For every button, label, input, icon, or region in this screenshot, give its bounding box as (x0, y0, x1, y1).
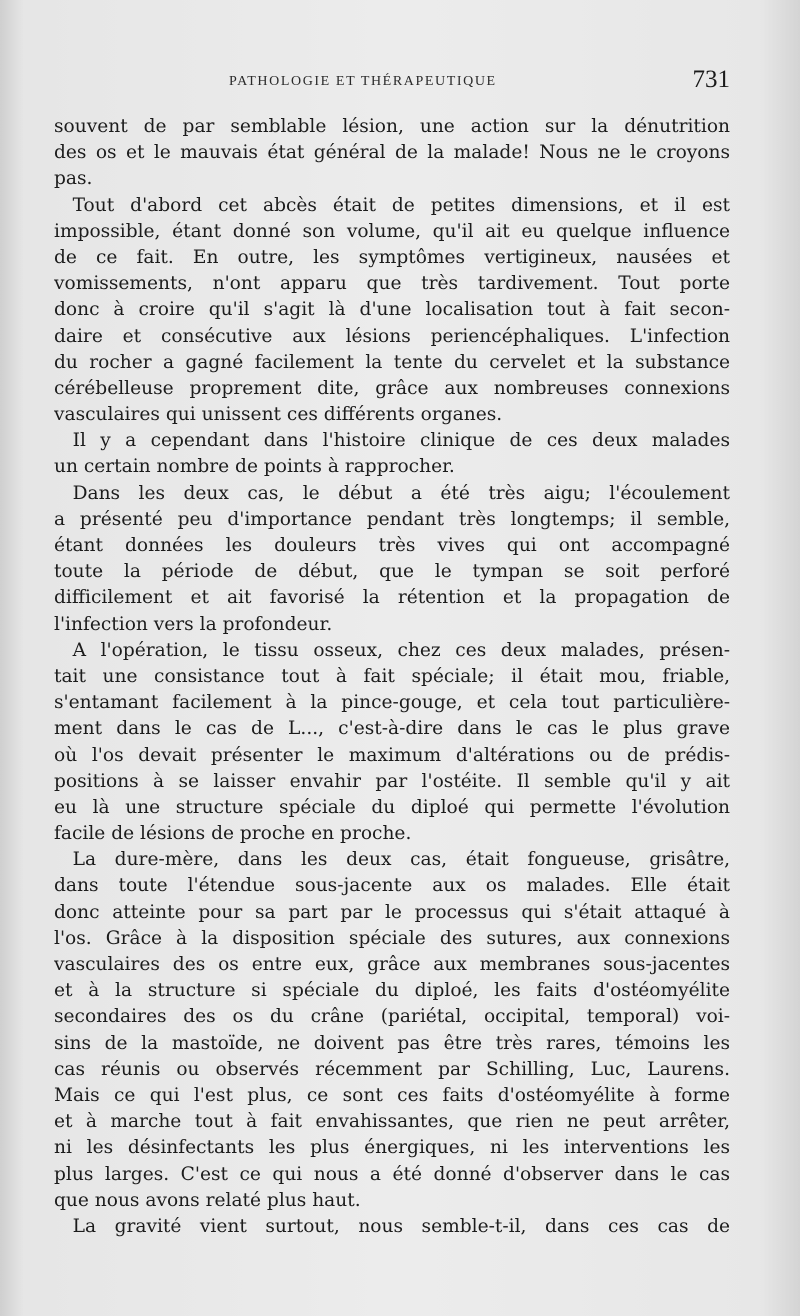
text-line: a présenté peu d'importance pendant très longtemps; il semble, (54, 508, 730, 530)
text-line: impossible, étant donné son volume, qu'il ait eu quelque influence (54, 220, 730, 242)
text-line: La gravité vient surtout, nous semble-t-il, dans ces cas de (54, 1215, 730, 1237)
text-line: des os et le mauvais état général de la malade! Nous ne le croyons (54, 142, 730, 164)
text-line: toute la période de début, que le tympan se soit perforé (54, 561, 730, 583)
text-line: cas réunis ou observés récemment par Schilling, Luc, Laurens. (54, 1058, 730, 1080)
text-line: Dans les deux cas, le début a été très aigu; l'écoulement (54, 482, 730, 504)
text-line: étant données les douleurs très vives qui ont accompagné (54, 535, 730, 556)
text-line: dans toute l'étendue sous-jacente aux os malades. Elle était (54, 875, 730, 897)
text-line: et à marche tout à fait envahissantes, que rien ne peut arrêter, (54, 1111, 730, 1133)
text-line: l'os. Grâce à la disposition spéciale des sutures, aux connexions (54, 927, 730, 949)
text-line: ment dans le cas de L..., c'est-à-dire dans le cas le plus grave (54, 718, 730, 740)
text-line: A l'opération, le tissu osseux, chez ces deux malades, présen- (54, 639, 730, 661)
text-line: vomissements, n'ont apparu que très tardivement. Tout porte (54, 273, 730, 295)
text-line: pas. (54, 168, 93, 190)
text-line: du rocher a gagné facilement la tente du cervelet et la substance (54, 351, 730, 373)
text-line: positions à se laisser envahir par l'ostéite. Il semble qu'il y ait (54, 770, 730, 792)
running-title: PATHOLOGIE ET THÉRAPEUTIQUE (229, 74, 497, 89)
text-line: s'entamant facilement à la pince-gouge, et cela tout particulière- (54, 692, 730, 714)
text-line: ni les désinfectants les plus énergiques, ni les interventions les (54, 1137, 730, 1159)
text-line: sins de la mastoïde, ne doivent pas être très rares, témoins les (54, 1032, 730, 1054)
text-line: où l'os devait présenter le maximum d'altérations ou de prédis- (54, 744, 730, 766)
text-line: plus larges. C'est ce qui nous a été donné d'observer dans le cas (54, 1163, 730, 1185)
text-line: l'infection vers la profondeur. (54, 613, 333, 635)
text-line: cérébelleuse proprement dite, grâce aux nombreuses connexions (54, 377, 730, 399)
text-line: vasculaires qui unissent ces différents organes. (54, 404, 503, 426)
text-line: que nous avons relaté plus haut. (54, 1189, 361, 1211)
text-line: et à la structure si spéciale du diploé, les faits d'ostéomyélite (54, 980, 730, 1002)
text-line: de ce fait. En outre, les symptômes vertigineux, nausées et (54, 246, 730, 268)
text-line: vasculaires des os entre eux, grâce aux membranes sous-jacentes (54, 954, 730, 975)
text-line: facile de lésions de proche en proche. (54, 823, 412, 845)
text-line: La dure-mère, dans les deux cas, était fongueuse, grisâtre, (54, 849, 730, 871)
body-text (54, 114, 730, 1240)
text-line: daire et consécutive aux lésions periencéphaliques. L'infection (54, 325, 730, 347)
text-line: donc atteinte pour sa part par le processus qui s'était attaqué à (54, 901, 730, 923)
text-line: secondaires des os du crâne (pariétal, occipital, temporal) voi- (54, 1006, 730, 1028)
page-header (54, 66, 730, 100)
text-line: tait une consistance tout à fait spéciale; il était mou, friable, (54, 665, 730, 687)
text-line: donc à croire qu'il s'agit là d'une localisation tout à fait secon- (54, 299, 730, 321)
text-line: Mais ce qui l'est plus, ce sont ces faits d'ostéomyélite à forme (54, 1084, 730, 1106)
text-line: Il y a cependant dans l'histoire clinique de ces deux malades (54, 430, 730, 452)
text-line: un certain nombre de points à rapprocher. (54, 456, 455, 478)
text-line: Tout d'abord cet abcès était de petites dimensions, et il est (54, 194, 730, 216)
page-number: 731 (692, 66, 730, 93)
text-line: souvent de par semblable lésion, une action sur la dénutrition (54, 116, 730, 137)
text-line: difficilement et ait favorisé la rétention et la propagation de (54, 587, 730, 609)
text-line: eu là une structure spéciale du diploé qui permette l'évolution (54, 796, 730, 818)
